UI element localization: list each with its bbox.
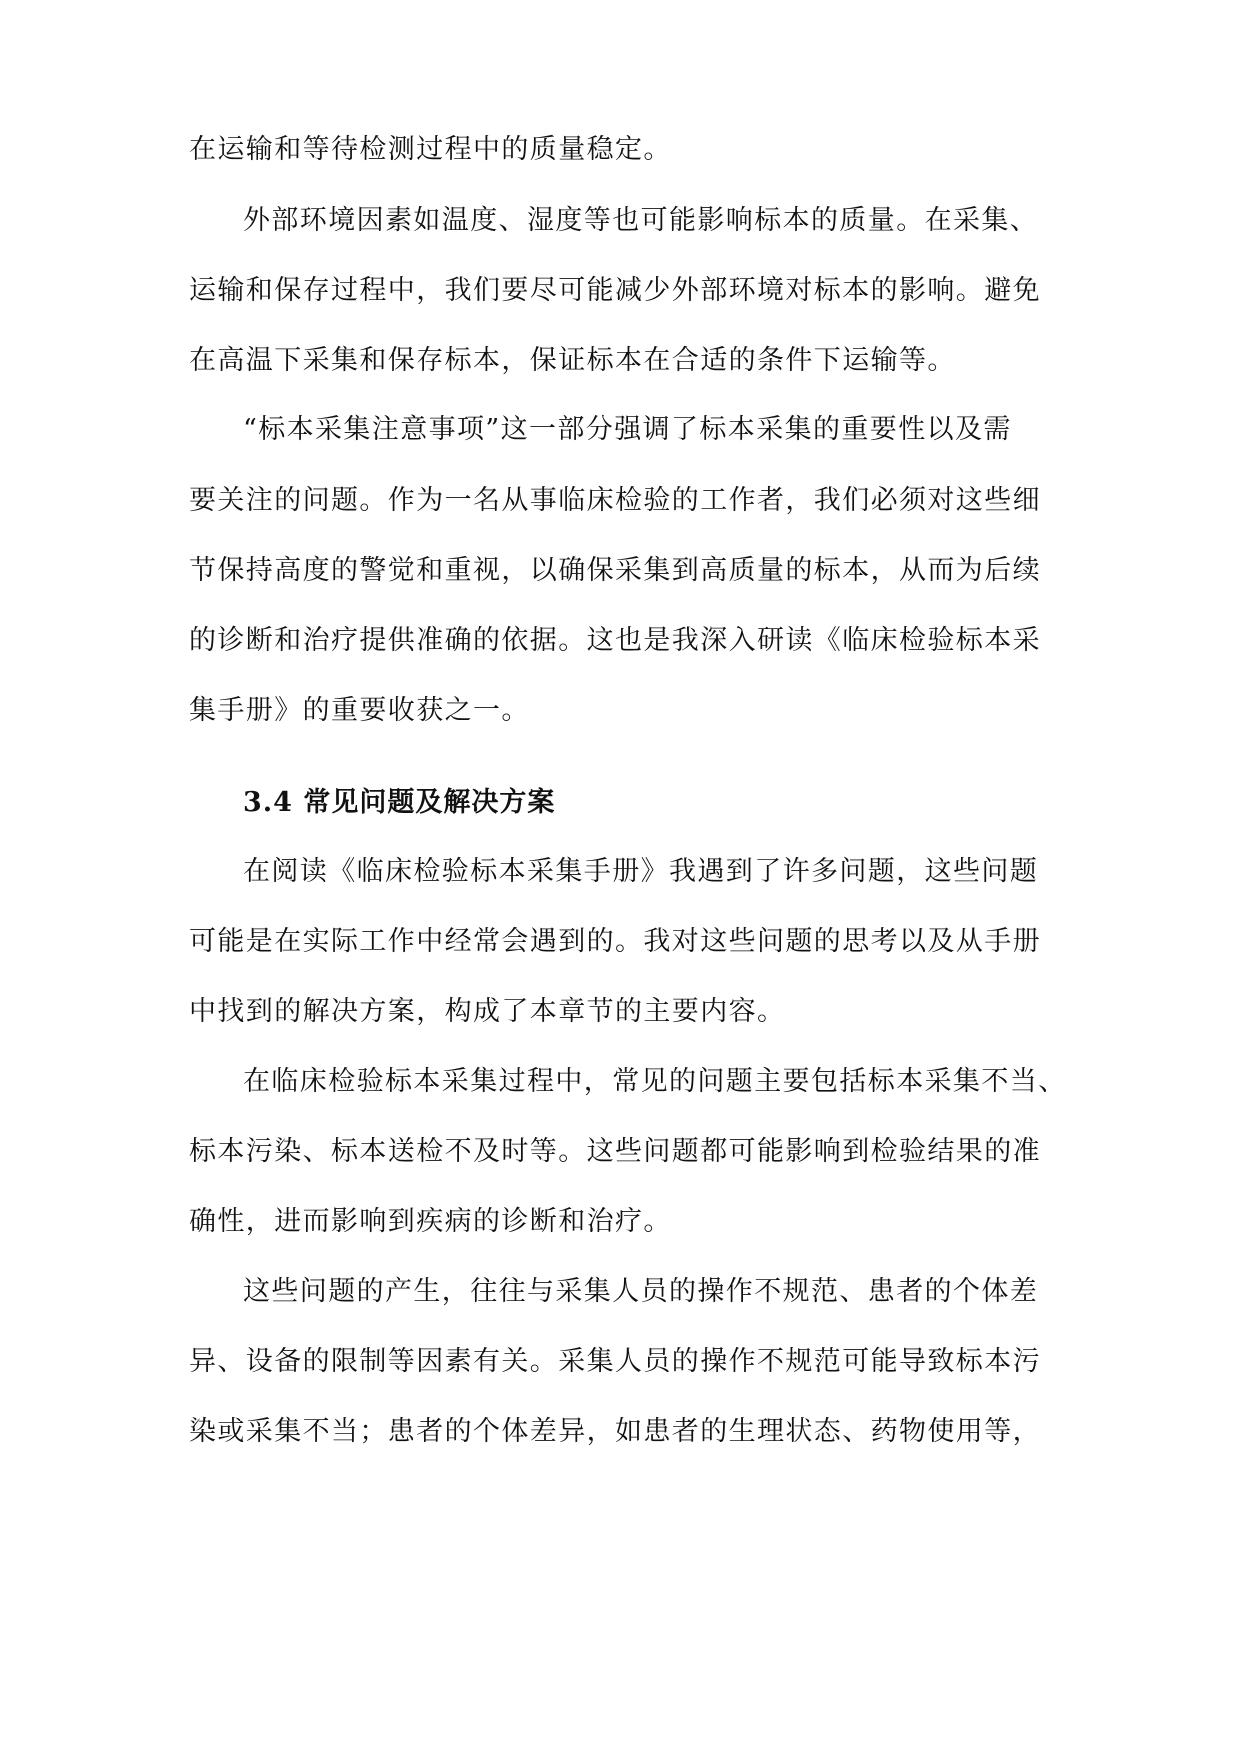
paragraph-line: 的诊断和治疗提供准确的依据。这也是我深入研读《临床检验标本采 <box>189 625 1041 656</box>
paragraph-line: 在临床检验标本采集过程中，常见的问题主要包括标本采集不当、 <box>243 1066 1067 1097</box>
paragraph-line: 确性，进而影响到疾病的诊断和治疗。 <box>189 1206 672 1237</box>
paragraph-line: 异、设备的限制等因素有关。采集人员的操作不规范可能导致标本污 <box>189 1346 1041 1377</box>
paragraph-line: 在高温下采集和保存标本，保证标本在合适的条件下运输等。 <box>189 345 956 376</box>
paragraph-line: 这些问题的产生，往往与采集人员的操作不规范、患者的个体差 <box>243 1276 1039 1307</box>
paragraph-line: “标本采集注意事项”这一部分强调了标本采集的重要性以及需 <box>243 414 1012 445</box>
paragraph-line: 染或采集不当；患者的个体差异，如患者的生理状态、药物使用等， <box>189 1416 1041 1447</box>
paragraph-line: 在阅读《临床检验标本采集手册》我遇到了许多问题，这些问题 <box>243 856 1039 887</box>
paragraph-line: 节保持高度的警觉和重视，以确保采集到高质量的标本，从而为后续 <box>189 555 1041 586</box>
paragraph-line: 外部环境因素如温度、湿度等也可能影响标本的质量。在采集、 <box>243 205 1039 236</box>
paragraph-line: 要关注的问题。作为一名从事临床检验的工作者，我们必须对这些细 <box>189 485 1041 516</box>
paragraph-line: 中找到的解决方案，构成了本章节的主要内容。 <box>189 996 786 1027</box>
paragraph-line: 标本污染、标本送检不及时等。这些问题都可能影响到检验结果的准 <box>189 1136 1041 1167</box>
paragraph-line: 集手册》的重要收获之一。 <box>189 695 530 726</box>
paragraph-line: 可能是在实际工作中经常会遇到的。我对这些问题的思考以及从手册 <box>189 926 1041 957</box>
paragraph-line: 运输和保存过程中，我们要尽可能减少外部环境对标本的影响。避免 <box>189 275 1041 306</box>
paragraph-line: 在运输和等待检测过程中的质量稳定。 <box>189 134 672 165</box>
section-heading: 3.4 常见问题及解决方案 <box>243 787 556 818</box>
